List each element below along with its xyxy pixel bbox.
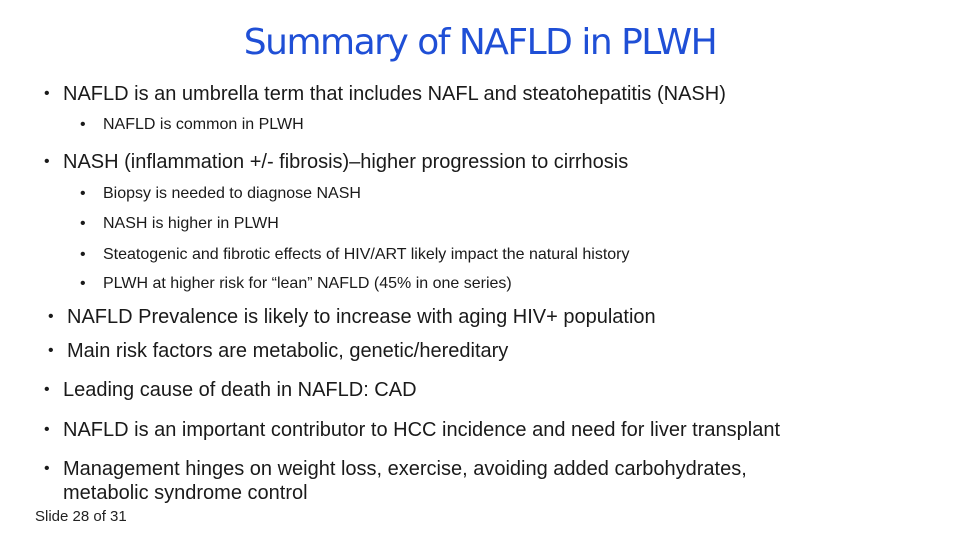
sub-bullet-item <box>80 214 279 234</box>
bullet-text: PLWH at higher risk for “lean” NAFLD (45% in one series) <box>103 275 512 292</box>
sub-bullet-item <box>80 184 361 204</box>
bullet-text: NASH is higher in PLWH <box>103 215 279 232</box>
bullet-dot: • <box>48 308 54 325</box>
bullet-text: NAFLD Prevalence is likely to increase with aging HIV+ population <box>67 306 656 328</box>
bullet-item <box>48 305 656 329</box>
bullet-text: Steatogenic and fibrotic effects of HIV/ART likely impact the natural history <box>103 246 630 263</box>
slide-number: Slide 28 of 31 <box>35 508 127 525</box>
bullet-dot: • <box>48 342 54 359</box>
bullet-dot: • <box>80 246 86 263</box>
bullet-text: NASH (inflammation +/- fibrosis)–higher progression to cirrhosis <box>63 151 629 173</box>
bullet-item <box>44 418 780 442</box>
bullet-item <box>44 150 628 174</box>
bullet-text: NAFLD is an important contributor to HCC incidence and need for liver transplant <box>63 419 781 441</box>
bullet-text: Leading cause of death in NAFLD: CAD <box>63 379 417 401</box>
bullet-item <box>44 378 417 402</box>
bullet-dot: • <box>80 185 86 202</box>
bullet-dot: • <box>80 116 86 133</box>
bullet-dot: • <box>44 460 50 477</box>
bullet-dot: • <box>44 153 50 170</box>
bullet-dot: • <box>44 421 50 438</box>
bullet-dot: • <box>80 215 86 232</box>
bullet-text: Management hinges on weight loss, exercise, avoiding added carbohydrates, metabolic syndrome control <box>63 458 747 504</box>
bullet-dot: • <box>44 381 50 398</box>
bullet-text: NAFLD is an umbrella term that includes NAFL and steatohepatitis (NASH) <box>63 83 726 105</box>
bullet-dot: • <box>44 85 50 102</box>
bullet-item <box>44 82 726 106</box>
bullet-item <box>48 339 508 363</box>
bullet-text: NAFLD is common in PLWH <box>103 116 304 133</box>
bullet-item <box>44 457 833 505</box>
sub-bullet-item <box>80 115 304 135</box>
sub-bullet-item <box>80 245 629 265</box>
bullet-dot: • <box>80 275 86 292</box>
bullet-text: Biopsy is needed to diagnose NASH <box>103 185 361 202</box>
bullet-text: Main risk factors are metabolic, genetic/hereditary <box>67 340 509 362</box>
sub-bullet-item <box>80 274 512 294</box>
slide-title: Summary of NAFLD in PLWH <box>243 22 717 63</box>
